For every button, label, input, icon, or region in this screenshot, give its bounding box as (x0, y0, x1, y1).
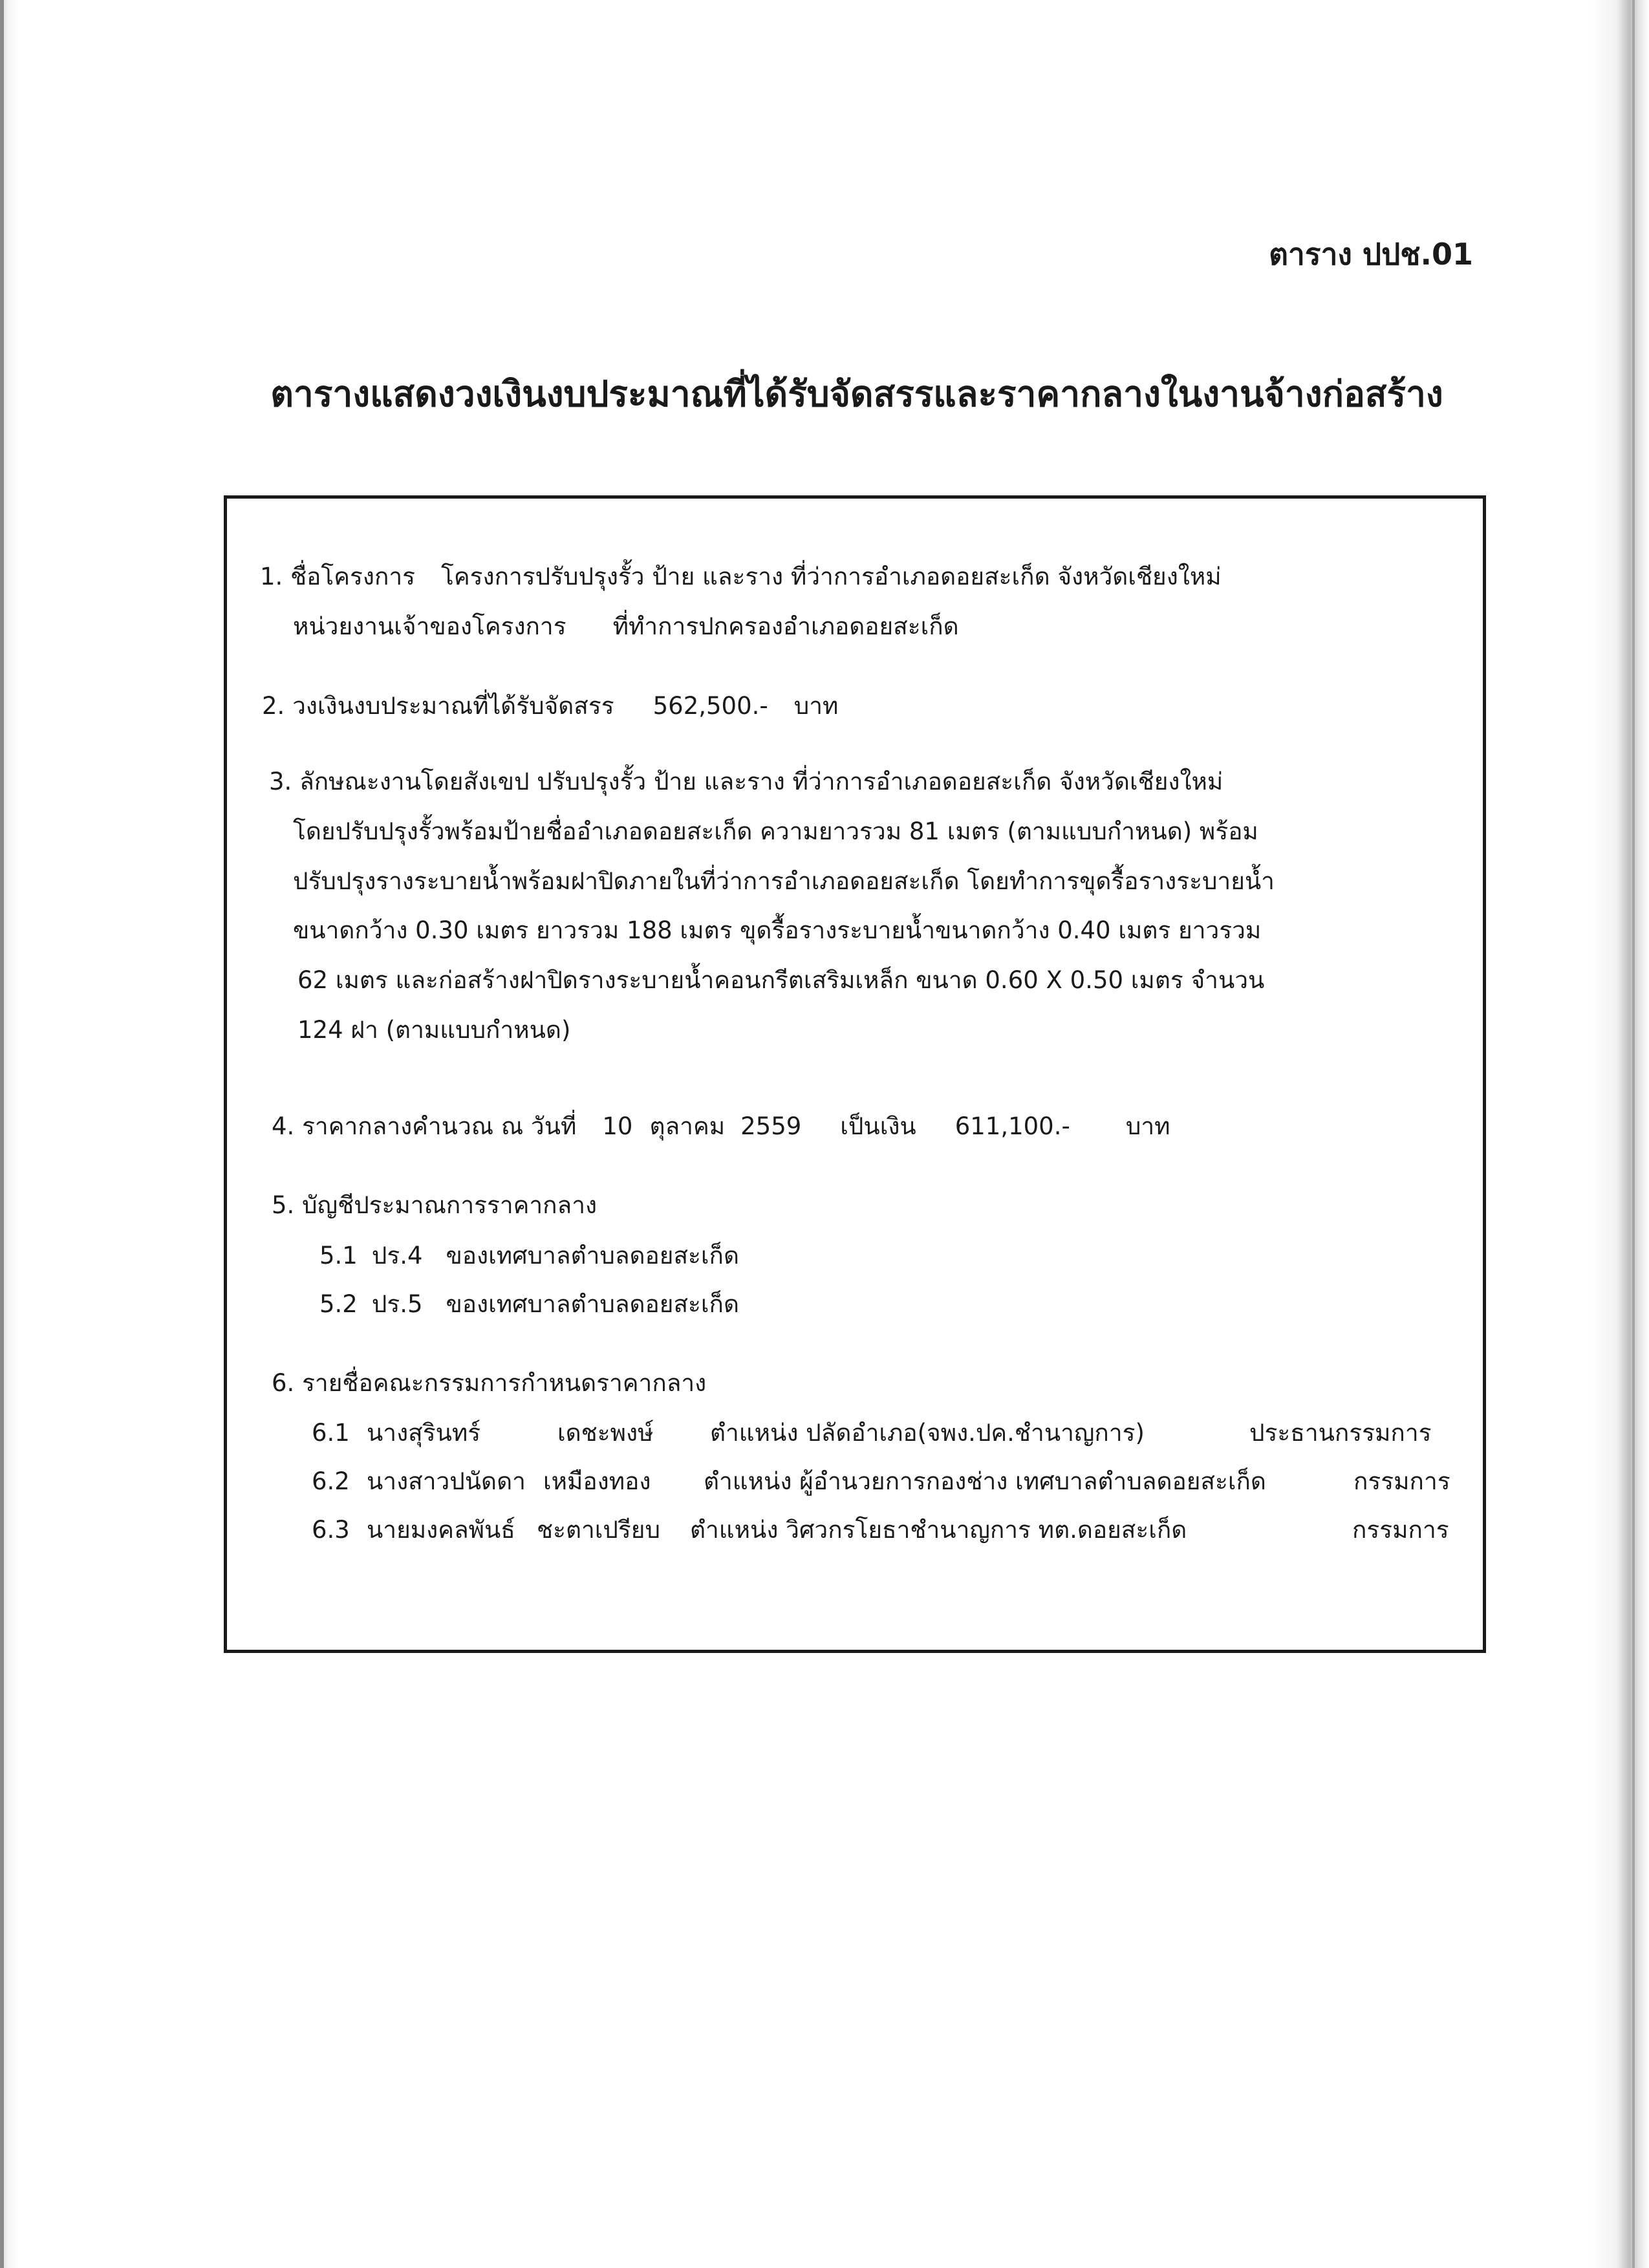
committee-member-number: 6.1 (312, 1419, 350, 1447)
item3-line-6: 124 ฝา (ตามแบบกำหนด) (297, 1016, 571, 1044)
item5-subitem (319, 1244, 739, 1268)
committee-member-surname: เหมืองทอง (543, 1467, 651, 1495)
document-title: ตารางแสดงวงเงินงบประมาณที่ได้รับจัดสรรและราคากลางในงานจ้างก่อสร้าง (270, 373, 1443, 415)
item6-label: 6. รายชื่อคณะกรรมการกำหนดราคากลาง (272, 1369, 707, 1397)
subitem-form: ปร.5 (371, 1290, 423, 1318)
item1-label: 1. ชื่อโครงการ (260, 563, 416, 590)
subitem-form: ปร.4 (371, 1242, 423, 1269)
item4-line (272, 1114, 1170, 1138)
committee-member-role: ประธานกรรมการ (1249, 1419, 1432, 1447)
item2-amount: 562,500.- (652, 692, 768, 720)
item4-amount-label: เป็นเงิน (840, 1112, 916, 1140)
committee-member-number: 6.3 (312, 1516, 350, 1544)
item3-line-4: ขนาดกว้าง 0.30 เมตร ยาวรวม 188 เมตร ขุดรื้อรางระบายน้ำขนาดกว้าง 0.40 เมตร ยาวรวม (293, 916, 1262, 944)
committee-member-position: ตำแหน่ง วิศวกรโยธาชำนาญการ ทต.ดอยสะเก็ด (690, 1516, 1187, 1544)
item5-subitem (319, 1292, 739, 1316)
item3-line-2: โดยปรับปรุงรั้วพร้อมป้ายชื่ออำเภอดอยสะเก็ด ความยาวรวม 81 เมตร (ตามแบบกำหนด) พร้อม (293, 817, 1258, 845)
item1-owner-label: หน่วยงานเจ้าของโครงการ (293, 612, 566, 640)
committee-member-role: กรรมการ (1352, 1516, 1449, 1544)
subitem-number: 5.1 (319, 1242, 358, 1269)
item4-unit: บาท (1125, 1112, 1170, 1140)
item2-line (262, 694, 838, 718)
committee-member-name: นายมงคลพันธ์ (367, 1516, 515, 1544)
item1-project-name: โครงการปรับปรุงรั้ว ป้าย และราง ที่ว่าการอำเภอดอยสะเก็ด จังหวัดเชียงใหม่ (441, 563, 1222, 590)
item3-line-5: 62 เมตร และก่อสร้างฝาปิดรางระบายน้ำคอนกรีตเสริมเหล็ก ขนาด 0.60 X 0.50 เมตร จำนวน (297, 966, 1265, 994)
subitem-number: 5.2 (319, 1290, 358, 1318)
item4-label: 4. ราคากลางคำนวณ ณ วันที่ (272, 1112, 577, 1140)
item2-label: 2. วงเงินงบประมาณที่ได้รับจัดสรร (262, 692, 614, 720)
item4-month: ตุลาคม (649, 1112, 726, 1140)
item4-day: 10 (602, 1112, 633, 1140)
item2-unit: บาท (793, 692, 839, 720)
item4-amount: 611,100.- (954, 1112, 1070, 1140)
form-code: ตาราง ปปช.01 (1269, 237, 1473, 272)
committee-member-surname: ชะตาเปรียบ (537, 1516, 660, 1544)
subitem-desc: ของเทศบาลตำบลดอยสะเก็ด (446, 1242, 739, 1269)
committee-member-position: ตำแหน่ง ผู้อำนวยการกองช่าง เทศบาลตำบลดอยสะเก็ด (704, 1467, 1266, 1495)
committee-member-name: นางสาวปนัดดา (367, 1467, 526, 1495)
page-edge-left (0, 0, 4, 2268)
item5-label: 5. บัญชีประมาณการราคากลาง (272, 1191, 598, 1219)
committee-member-name: นางสุรินทร์ (367, 1419, 481, 1447)
item3-line-3: ปรับปรุงรางระบายน้ำพร้อมฝาปิดภายในที่ว่าการอำเภอดอยสะเก็ด โดยทำการขุดรื้อรางระบายน้ำ (293, 867, 1275, 895)
page-edge-right (1632, 0, 1635, 2268)
item1-owner-line (293, 614, 959, 638)
item1-owner-value: ที่ทำการปกครองอำเภอดอยสะเก็ด (612, 612, 959, 640)
subitem-desc: ของเทศบาลตำบลดอยสะเก็ด (446, 1290, 739, 1318)
committee-member-number: 6.2 (312, 1467, 350, 1495)
item3-line-1: 3. ลักษณะงานโดยสังเขป ปรับปรุงรั้ว ป้าย และราง ที่ว่าการอำเภอดอยสะเก็ด จังหวัดเชียงใหม่ (269, 768, 1223, 795)
committee-member-surname: เดชะพงษ์ (557, 1419, 654, 1447)
item4-year: 2559 (740, 1112, 802, 1140)
committee-member-role: กรรมการ (1353, 1467, 1450, 1495)
item1-line (260, 565, 1222, 589)
committee-member-position: ตำแหน่ง ปลัดอำเภอ(จพง.ปค.ชำนาญการ) (710, 1419, 1145, 1447)
